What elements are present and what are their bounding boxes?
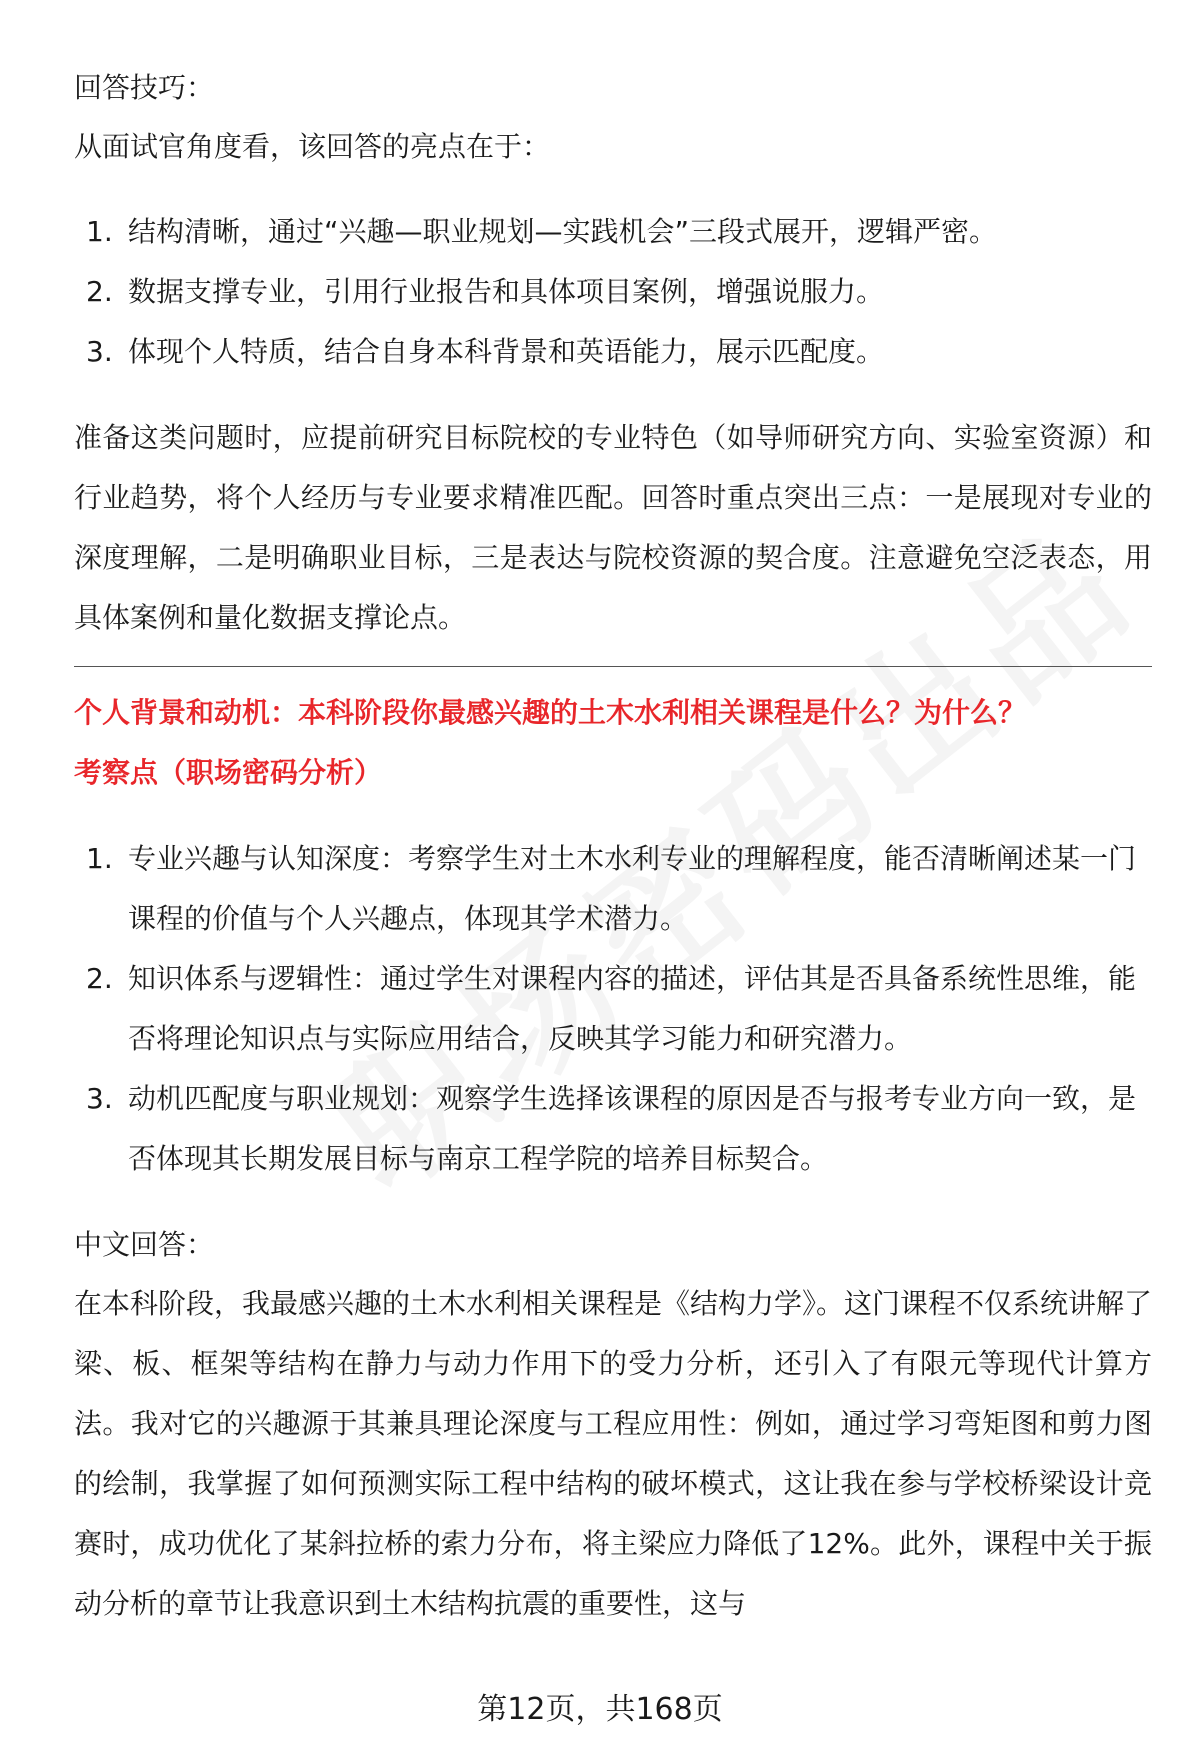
list-number: 3. [86,1082,113,1115]
list-number: 1. [86,215,113,248]
list-item [74,322,1152,382]
tips-heading: 回答技巧： [74,71,215,104]
list-text: 动机匹配度与职业规划：观察学生选择该课程的原因是否与报考专业方向一致，是否体现其长期发展目标与南京工程学院的培养目标契合。 [128,1082,1137,1175]
tips-list [74,202,1152,382]
list-item [74,1069,1152,1189]
list-number: 3. [86,335,113,368]
list-item [74,829,1152,949]
tips-paragraph: 准备这类问题时，应提前研究目标院校的专业特色（如导师研究方向、实验室资源）和行业趋势，将个人经历与专业要求精准匹配。回答时重点突出三点：一是展现对专业的深度理解，二是明确职业目标，三是表达与院校资源的契合度。注意避免空泛表态，用具体案例和量化数据支撑论点。 [74,421,1152,634]
list-number: 2. [86,275,113,308]
points-list [74,829,1152,1189]
list-text: 专业兴趣与认知深度：考察学生对土木水利专业的理解程度，能否清晰阐述某一门课程的价值与个人兴趣点，体现其学术潜力。 [128,842,1137,935]
list-text: 数据支撑专业，引用行业报告和具体项目案例，增强说服力。 [128,275,885,308]
tips-intro: 从面试官角度看，该回答的亮点在于： [74,130,551,163]
section-divider [74,666,1152,667]
document-body [74,58,1152,1634]
answer-paragraph: 在本科阶段，我最感兴趣的土木水利相关课程是《结构力学》。这门课程不仅系统讲解了梁、板、框架等结构在静力与动力作用下的受力分析，还引入了有限元等现代计算方法。我对它的兴趣源于其兼具理论深度与工程应用性：例如，通过学习弯矩图和剪力图的绘制，我掌握了如何预测实际工程中结构的破坏模式，这让我在参与学校桥梁设计竞赛时，成功优化了某斜拉桥的索力分布，将主梁应力降低了12%。此外，课程中关于振动分析的章节让我意识到土木结构抗震的重要性，这与 [74,1287,1153,1620]
answer-heading: 中文回答： [74,1228,215,1261]
list-text: 知识体系与逻辑性：通过学生对课程内容的描述，评估其是否具备系统性思维，能否将理论知识点与实际应用结合，反映其学习能力和研究潜力。 [128,962,1137,1055]
list-text: 结构清晰，通过“兴趣—职业规划—实践机会”三段式展开，逻辑严密。 [128,215,998,248]
points-heading: 考察点（职场密码分析） [74,756,383,789]
page-number: 第12页，共168页 [477,1692,723,1727]
list-item [74,202,1152,262]
list-item [74,262,1152,322]
list-text: 体现个人特质，结合自身本科背景和英语能力，展示匹配度。 [128,335,885,368]
list-number: 2. [86,962,113,995]
question-title: 个人背景和动机：本科阶段你最感兴趣的土木水利相关课程是什么？为什么？ [74,696,1027,729]
list-item [74,949,1152,1069]
list-number: 1. [86,842,113,875]
